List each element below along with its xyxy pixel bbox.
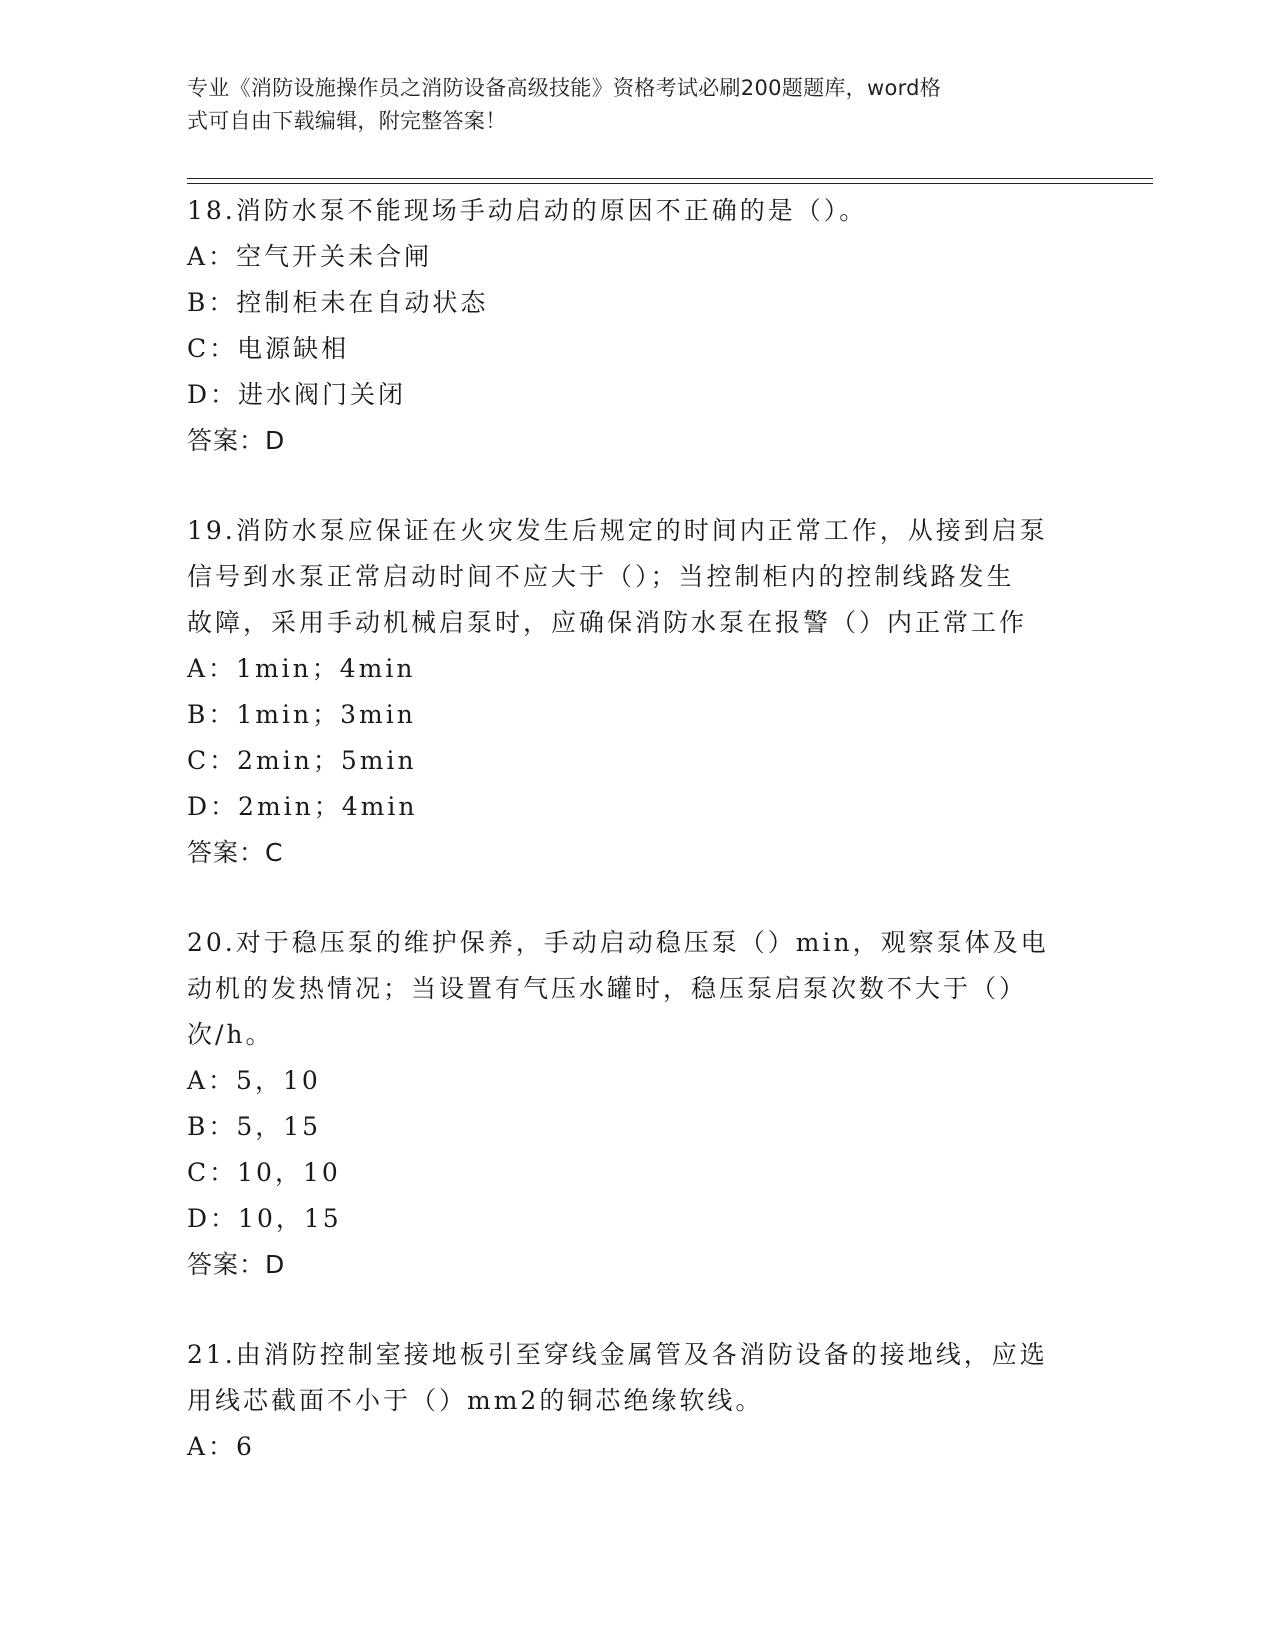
option-d: D：2min；4min [187,792,418,821]
option-d: D：10，15 [187,1204,342,1233]
question-stem: 动机的发热情况；当设置有气压水罐时，稳压泵启泵次数不大于（） [187,974,1028,1003]
option-a: A：5，10 [187,1066,321,1095]
question-stem: 故障，采用手动机械启泵时，应确保消防水泵在报警（）内正常工作 [187,608,1028,637]
question-stem: 19.消防水泵应保证在火灾发生后规定的时间内正常工作，从接到启泵 [187,516,1048,545]
question-18 [187,188,1087,464]
question-stem: 21.由消防控制室接地板引至穿线金属管及各消防设备的接地线，应选 [187,1340,1048,1369]
option-d: D：进水阀门关闭 [187,380,407,409]
option-b: B：5，15 [187,1112,322,1141]
question-20 [187,920,1087,1288]
question-spacer [187,464,1087,508]
question-list [187,188,1087,1470]
question-spacer [187,876,1087,920]
question-stem: 次/h。 [187,1020,274,1049]
option-c: C：电源缺相 [187,334,350,363]
header-line-2: 式可自由下载编辑，附完整答案！ [187,109,507,133]
document-header [187,72,1087,138]
option-c: C：2min；5min [187,746,417,775]
question-stem: 用线芯截面不小于（）mm2的铜芯绝缘软线。 [187,1386,764,1415]
option-a: A：1min；4min [187,654,416,683]
question-19 [187,508,1087,876]
option-b: B：控制柜未在自动状态 [187,288,489,317]
question-stem: 18.消防水泵不能现场手动启动的原因不正确的是（）。 [187,196,868,225]
option-b: B：1min；3min [187,700,416,729]
question-spacer [187,1288,1087,1332]
answer-label: 答案：D [187,1250,286,1279]
answer-label: 答案：C [187,838,284,867]
question-stem: 信号到水泵正常启动时间不应大于（）；当控制柜内的控制线路发生 [187,562,1015,591]
answer-label: 答案：D [187,426,286,455]
option-a: A：空气开关未合闸 [187,242,433,271]
question-21 [187,1332,1087,1470]
question-stem: 20.对于稳压泵的维护保养，手动启动稳压泵（）min，观察泵体及电 [187,928,1049,957]
header-line-1: 专业《消防设施操作员之消防设备高级技能》资格考试必刷200题题库，word格 [187,76,942,100]
header-divider-bottom [187,183,1153,184]
header-divider-top [187,178,1153,179]
option-a: A：6 [187,1432,255,1461]
option-c: C：10，10 [187,1158,341,1187]
